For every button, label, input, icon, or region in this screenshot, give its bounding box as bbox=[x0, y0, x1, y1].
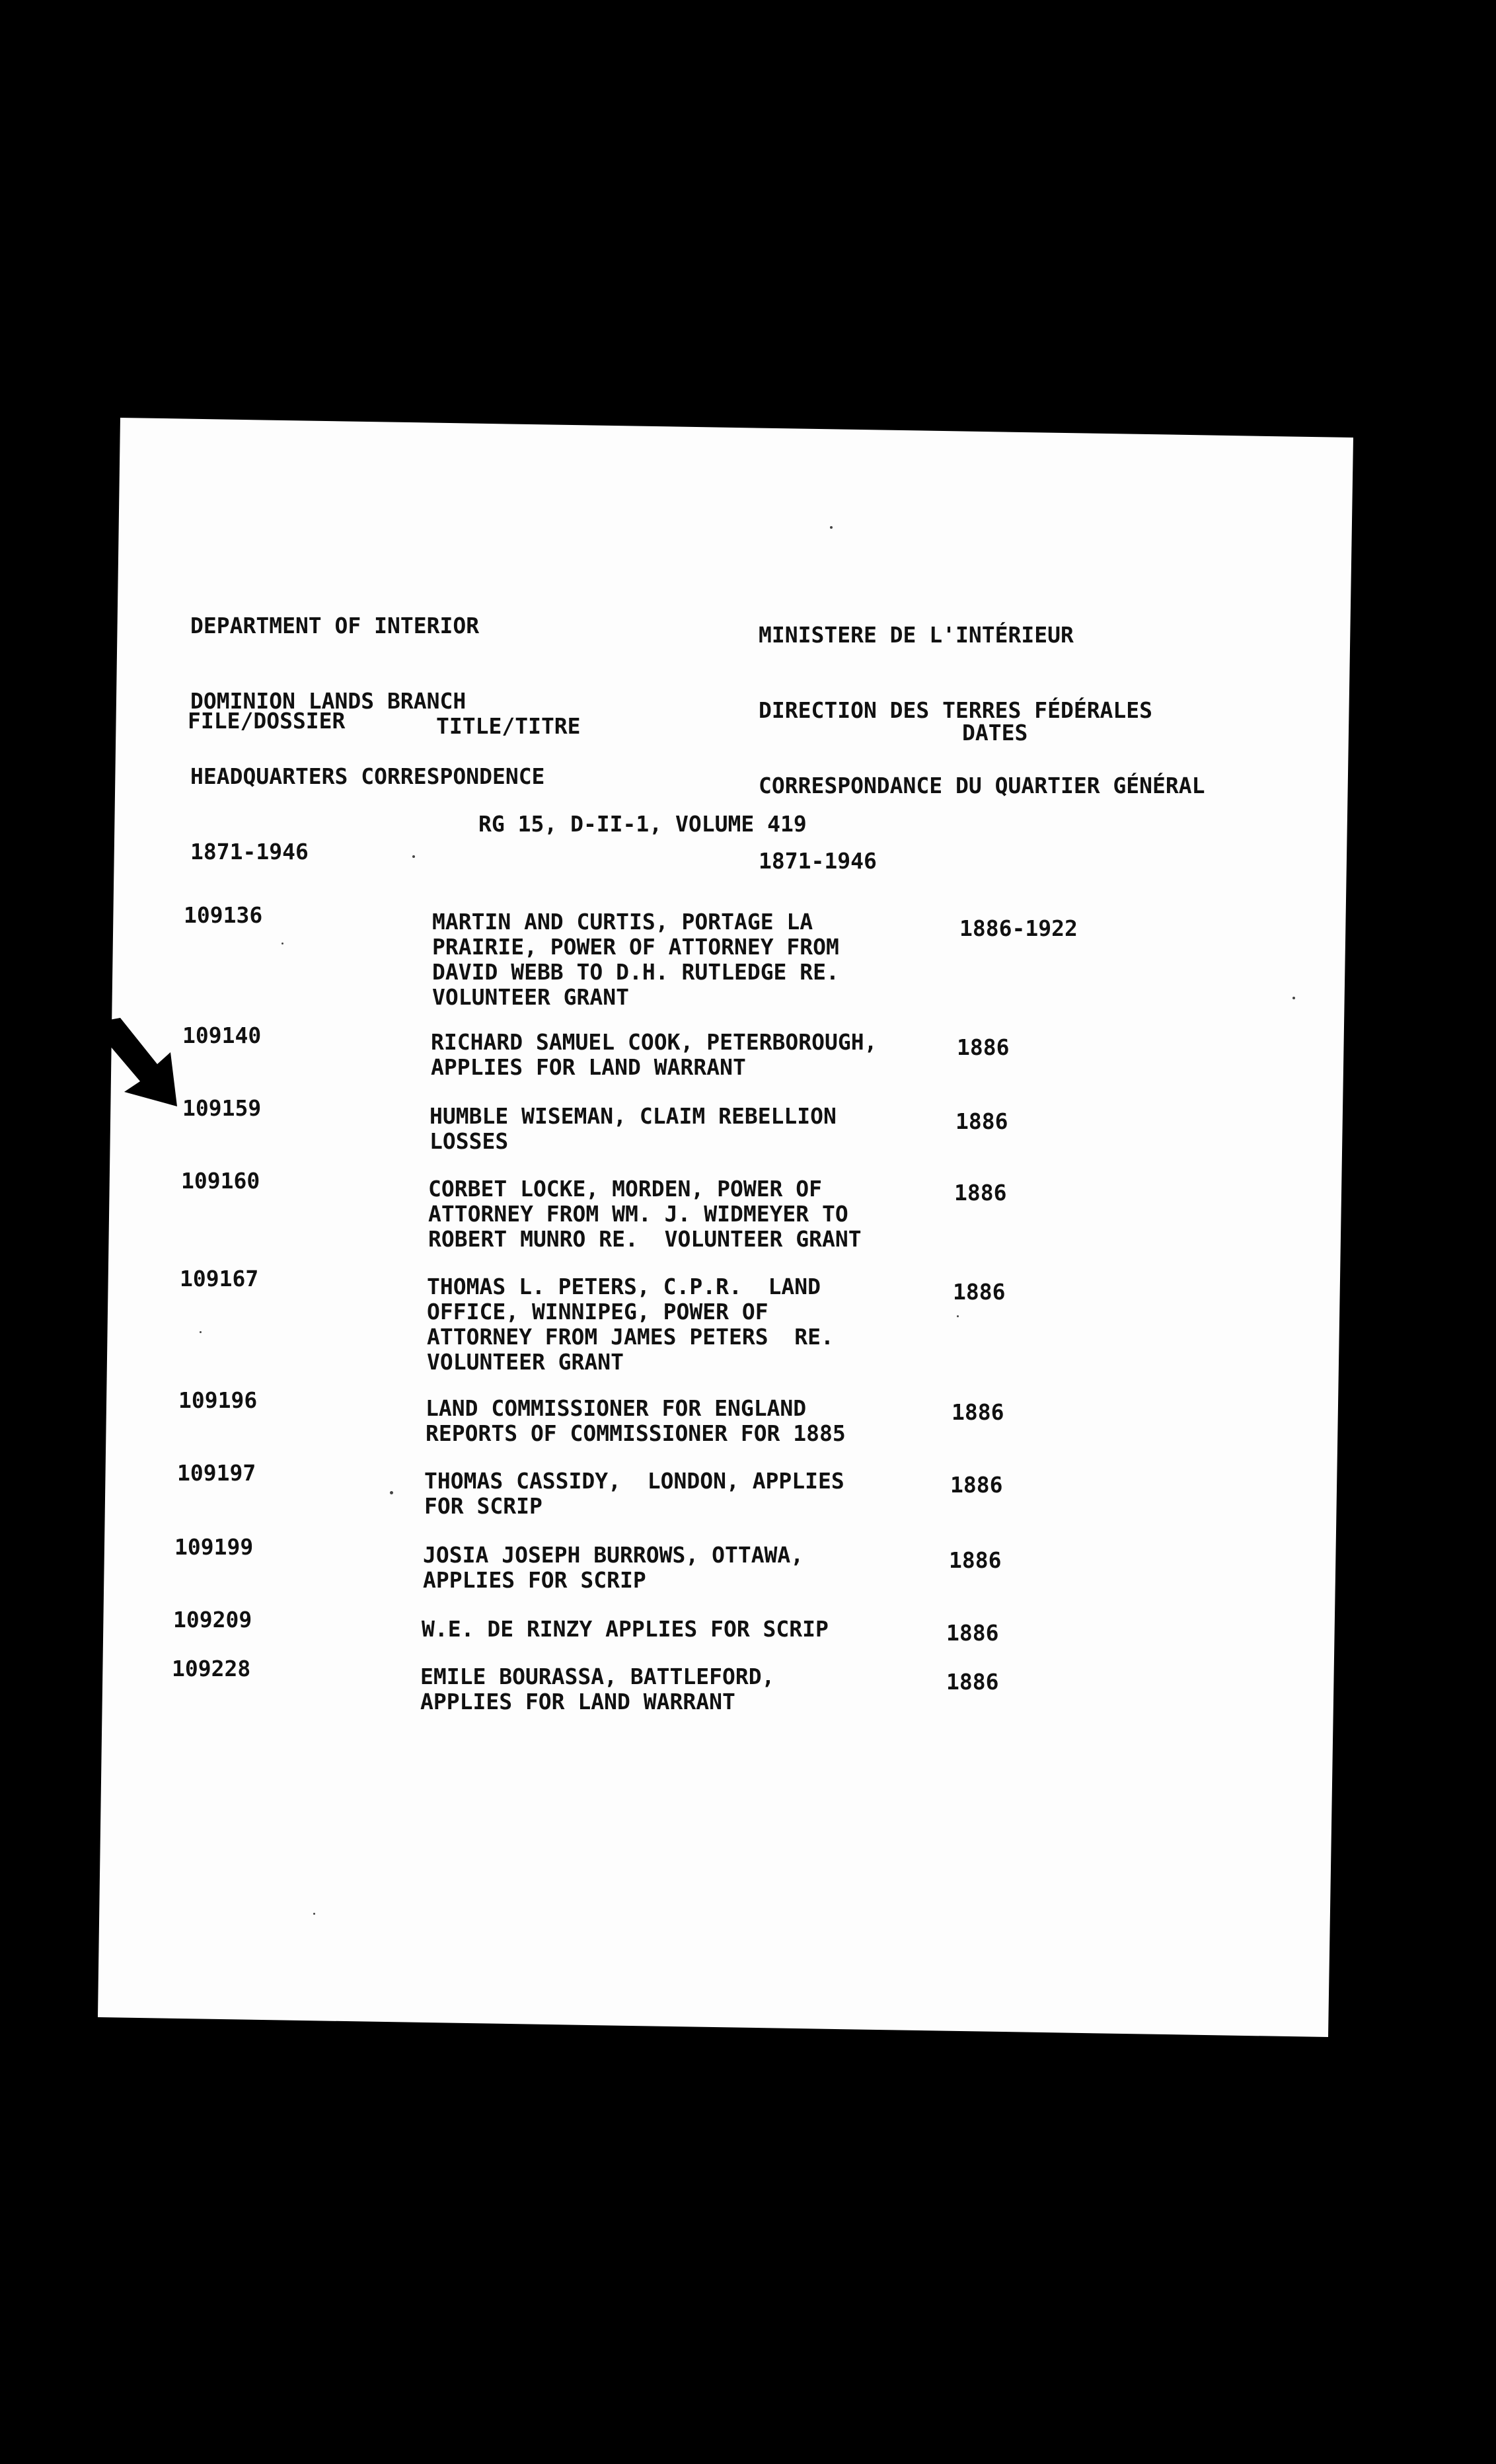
header-english-line: HEADQUARTERS CORRESPONDENCE bbox=[190, 763, 545, 789]
file-number: 109159 bbox=[182, 1095, 262, 1121]
entry-title bbox=[424, 1469, 844, 1519]
entry-title-line: CORBET LOCKE, MORDEN, POWER OF bbox=[428, 1176, 823, 1202]
scan-speck bbox=[281, 943, 283, 944]
file-number: 109197 bbox=[177, 1460, 256, 1486]
entry-title-line: LOSSES bbox=[430, 1128, 509, 1154]
entry-dates: 1886 bbox=[955, 1108, 1008, 1134]
entry-dates: 1886 bbox=[946, 1669, 999, 1695]
entry-title-line: W.E. DE RINZY APPLIES FOR SCRIP bbox=[422, 1616, 829, 1642]
entry-dates: 1886-1922 bbox=[959, 915, 1078, 941]
entry-title-line: APPLIES FOR LAND WARRANT bbox=[431, 1054, 746, 1080]
file-number: 109228 bbox=[172, 1656, 251, 1681]
entry-title-line: EMILE BOURASSA, BATTLEFORD, bbox=[420, 1664, 775, 1689]
entry-title-line: PRAIRIE, POWER OF ATTORNEY FROM bbox=[432, 934, 839, 960]
entry-title-line: ATTORNEY FROM WM. J. WIDMEYER TO bbox=[428, 1201, 848, 1227]
entry-title-line: JOSIA JOSEPH BURROWS, OTTAWA, bbox=[423, 1542, 804, 1568]
scan-speck bbox=[957, 1315, 959, 1317]
entry-title-line: RICHARD SAMUEL COOK, PETERBOROUGH, bbox=[431, 1029, 878, 1055]
header-english-line: DOMINION LANDS BRANCH bbox=[190, 688, 467, 714]
header-french-line: 1871-1946 bbox=[759, 848, 877, 874]
volume-reference: RG 15, D-II-1, VOLUME 419 bbox=[478, 811, 807, 837]
file-number: 109136 bbox=[184, 902, 263, 928]
file-number: 109199 bbox=[174, 1534, 254, 1560]
entry-title-line: LAND COMMISSIONER FOR ENGLAND bbox=[426, 1395, 807, 1421]
entry-title-line: MARTIN AND CURTIS, PORTAGE LA bbox=[432, 909, 813, 935]
entry-title-line: DAVID WEBB TO D.H. RUTLEDGE RE. bbox=[432, 959, 839, 985]
column-heading-dates: DATES bbox=[962, 720, 1028, 746]
entry-title-line: OFFICE, WINNIPEG, POWER OF bbox=[427, 1299, 768, 1325]
file-number: 109196 bbox=[178, 1387, 258, 1413]
entry-title-line: ROBERT MUNRO RE. VOLUNTEER GRANT bbox=[428, 1226, 862, 1252]
entry-dates: 1886 bbox=[957, 1034, 1010, 1060]
column-heading-title: TITLE/TITRE bbox=[436, 713, 581, 739]
arrow-pointer-icon bbox=[106, 1018, 185, 1110]
entry-title-line: THOMAS L. PETERS, C.P.R. LAND bbox=[427, 1274, 821, 1299]
entry-title-line: THOMAS CASSIDY, LONDON, APPLIES bbox=[424, 1468, 844, 1494]
entry-dates: 1886 bbox=[946, 1620, 999, 1646]
file-number: 109209 bbox=[173, 1607, 252, 1633]
header-french-line: DIRECTION DES TERRES FÉDÉRALES bbox=[759, 697, 1153, 723]
column-heading-file: FILE/DOSSIER bbox=[188, 708, 346, 734]
entry-title bbox=[420, 1664, 774, 1714]
entry-title bbox=[428, 1176, 862, 1252]
scan-speck bbox=[830, 526, 833, 529]
entry-dates: 1886 bbox=[952, 1399, 1004, 1425]
entry-dates: 1886 bbox=[949, 1547, 1002, 1573]
header-english-line: DEPARTMENT OF INTERIOR bbox=[190, 613, 480, 638]
file-number: 109160 bbox=[181, 1168, 260, 1194]
entry-dates: 1886 bbox=[954, 1180, 1007, 1206]
entry-title-line: ATTORNEY FROM JAMES PETERS RE. bbox=[427, 1324, 834, 1350]
entry-dates: 1886 bbox=[950, 1472, 1003, 1498]
entry-title-line: APPLIES FOR LAND WARRANT bbox=[420, 1689, 735, 1714]
entry-title bbox=[423, 1543, 804, 1593]
header-french-line: CORRESPONDANCE DU QUARTIER GÉNÉRAL bbox=[759, 773, 1205, 798]
scan-speck bbox=[412, 855, 415, 858]
entry-title bbox=[431, 1030, 878, 1080]
entry-title-line: REPORTS OF COMMISSIONER FOR 1885 bbox=[426, 1420, 846, 1446]
scan-speck bbox=[200, 1331, 202, 1333]
entry-title bbox=[430, 1104, 837, 1154]
entry-title bbox=[426, 1396, 846, 1446]
entry-dates: 1886 bbox=[953, 1279, 1006, 1305]
entry-title bbox=[427, 1274, 834, 1375]
header-french-line: MINISTERE DE L'INTÉRIEUR bbox=[759, 622, 1074, 648]
entry-title-line: VOLUNTEER GRANT bbox=[432, 984, 630, 1010]
scan-speck bbox=[313, 1913, 315, 1915]
header-english bbox=[190, 563, 544, 915]
scan-speck bbox=[390, 1491, 393, 1494]
entry-title-line: FOR SCRIP bbox=[424, 1493, 542, 1519]
file-number: 109167 bbox=[180, 1266, 259, 1291]
header-french bbox=[759, 572, 1205, 924]
header-english-line: 1871-1946 bbox=[190, 839, 309, 865]
file-number: 109140 bbox=[182, 1022, 262, 1048]
entry-title-line: VOLUNTEER GRANT bbox=[427, 1349, 624, 1375]
entry-title bbox=[422, 1617, 829, 1642]
scan-speck bbox=[1292, 997, 1295, 999]
entry-title bbox=[432, 909, 839, 1010]
entry-title-line: HUMBLE WISEMAN, CLAIM REBELLION bbox=[430, 1103, 837, 1129]
entry-title-line: APPLIES FOR SCRIP bbox=[423, 1567, 646, 1593]
